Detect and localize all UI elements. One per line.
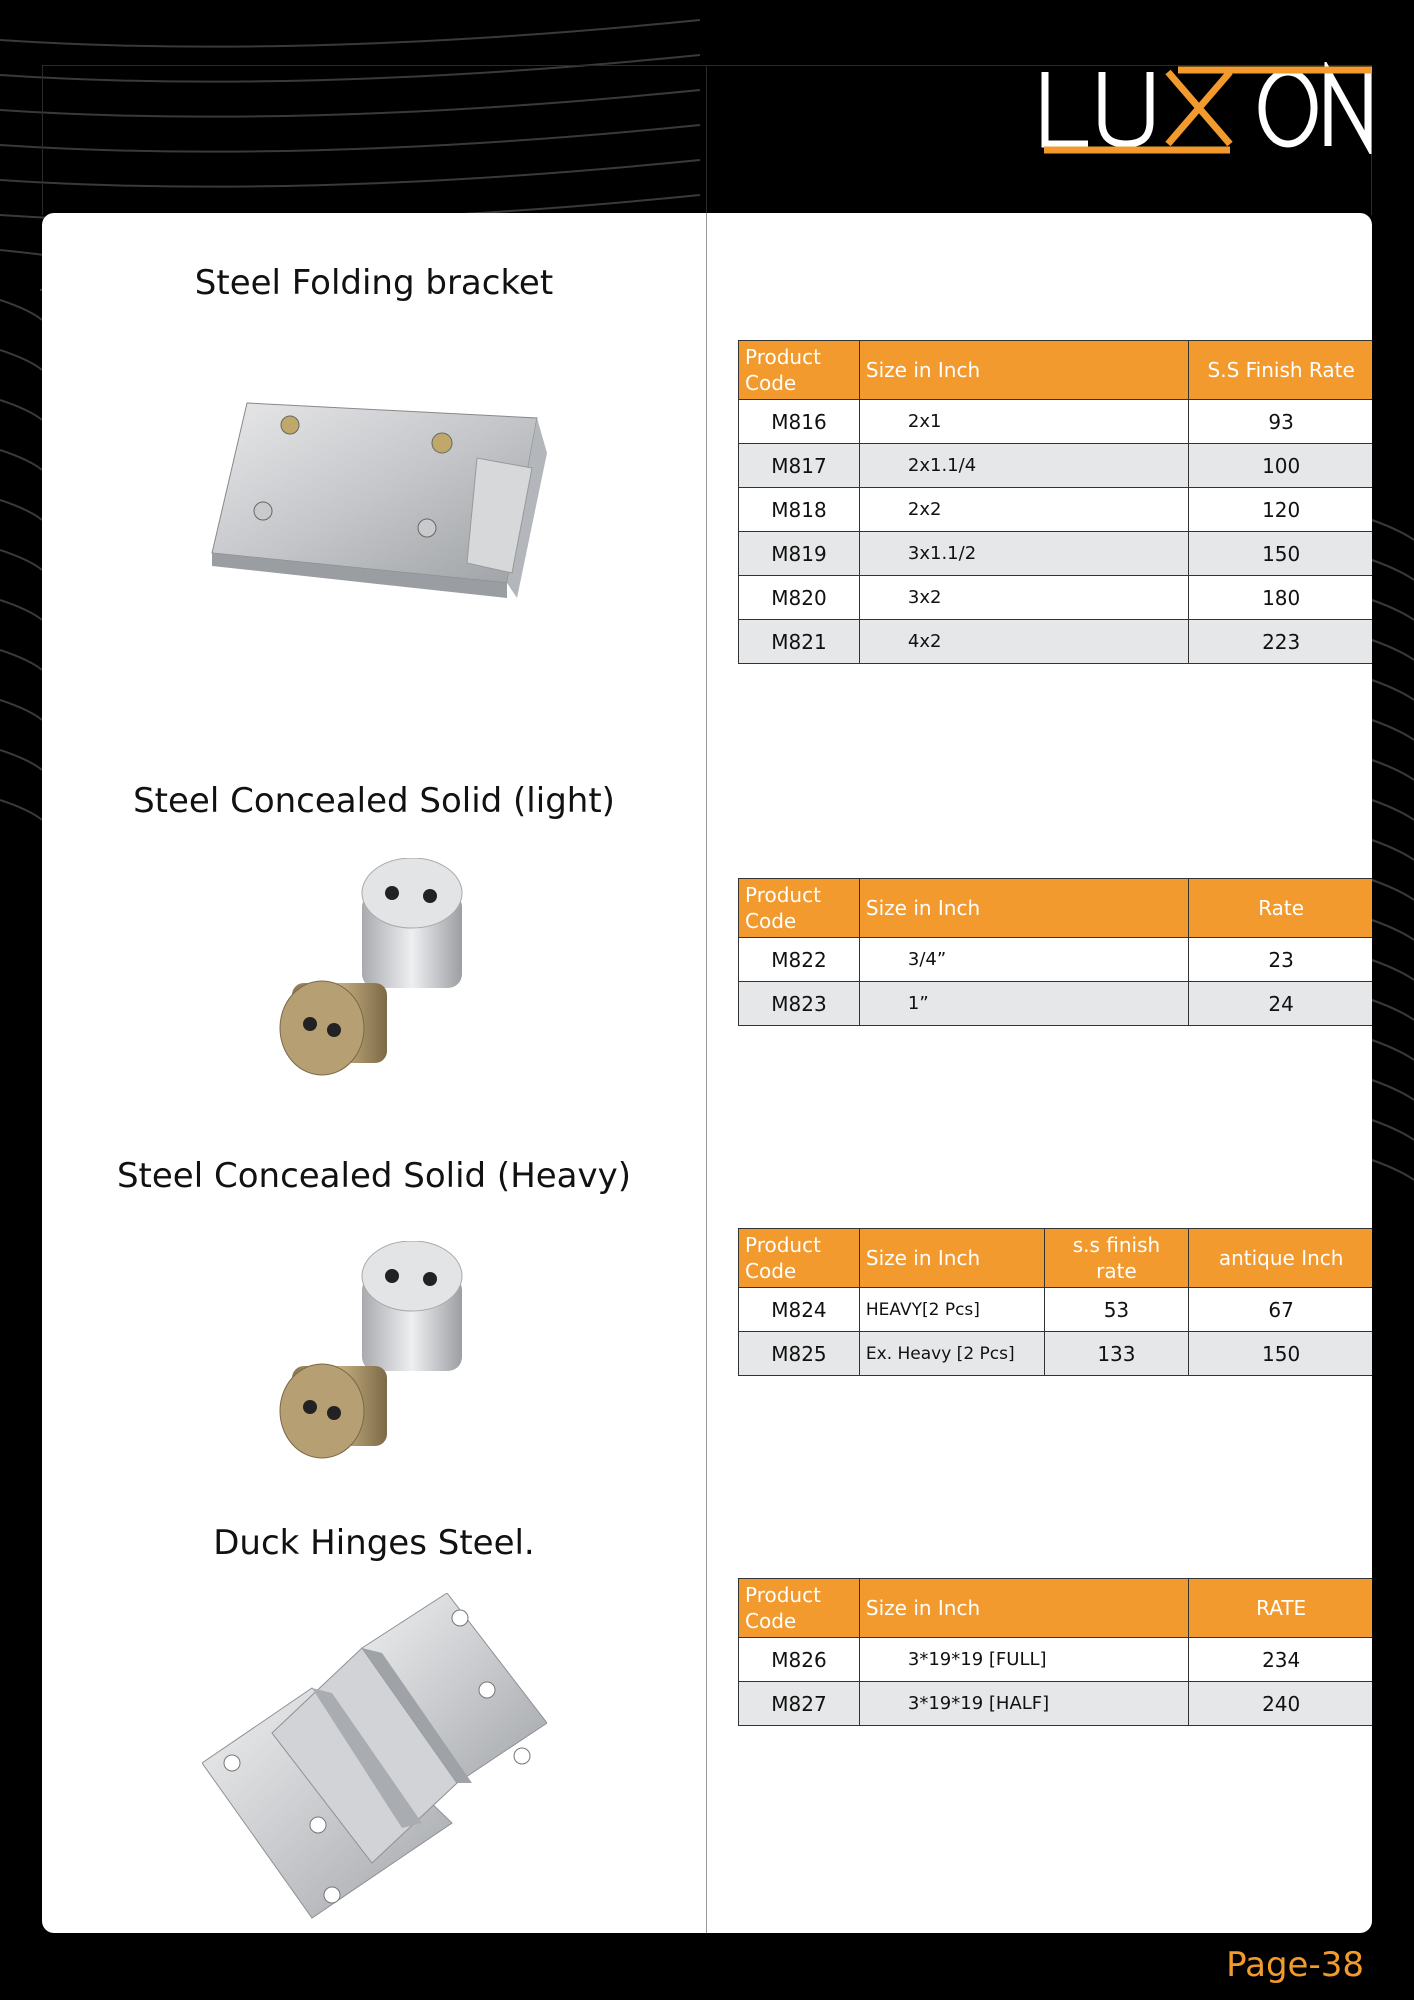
- product-rate: 223: [1189, 620, 1372, 664]
- table-row: [739, 488, 1373, 532]
- table-row: [739, 532, 1373, 576]
- concealed-solid-heavy-image: [252, 1241, 512, 1481]
- product-rate: 150: [1189, 532, 1372, 576]
- concealed-heavy-table: [738, 1228, 1372, 1376]
- product-size: HEAVY[2 Pcs]: [859, 1288, 1044, 1332]
- column-divider: [706, 213, 707, 1933]
- folding-bracket-image: [207, 383, 547, 623]
- header-rate: Rate: [1189, 879, 1372, 938]
- product-rate: 24: [1189, 982, 1372, 1026]
- table-row: [739, 982, 1373, 1026]
- product-code: M816: [739, 400, 860, 444]
- header-size: Size in Inch: [859, 1229, 1044, 1288]
- product-code: M825: [739, 1332, 860, 1376]
- frame-mid-line: [706, 65, 707, 215]
- product-rate: 180: [1189, 576, 1372, 620]
- page-number: Page-38: [1226, 1945, 1364, 1985]
- product-code: M823: [739, 982, 860, 1026]
- folding-bracket-table: [738, 340, 1372, 664]
- product-rate: 234: [1189, 1638, 1372, 1682]
- section-title-folding-bracket: Steel Folding bracket: [194, 263, 554, 303]
- table-row: [739, 1682, 1373, 1726]
- product-rate: 120: [1189, 488, 1372, 532]
- section-title-duck-hinges: Duck Hinges Steel.: [213, 1523, 535, 1563]
- luxon-logo: [1040, 62, 1375, 154]
- product-size: 2x1.1/4: [859, 444, 1188, 488]
- header-rate: RATE: [1189, 1579, 1372, 1638]
- product-size: 3x1.1/2: [859, 532, 1188, 576]
- product-code: M821: [739, 620, 860, 664]
- product-size: 2x2: [859, 488, 1188, 532]
- product-code: M822: [739, 938, 860, 982]
- product-code: M826: [739, 1638, 860, 1682]
- header-size: Size in Inch: [859, 879, 1188, 938]
- section-title-concealed-light: Steel Concealed Solid (light): [133, 781, 615, 821]
- product-size: 2x1: [859, 400, 1188, 444]
- product-code: M820: [739, 576, 860, 620]
- header-size: Size in Inch: [859, 1579, 1188, 1638]
- header-product-code: Product Code: [739, 341, 860, 400]
- product-rate: 23: [1189, 938, 1372, 982]
- table-row: [739, 938, 1373, 982]
- header-rate: S.S Finish Rate: [1189, 341, 1372, 400]
- product-size: Ex. Heavy [2 Pcs]: [859, 1332, 1044, 1376]
- product-size: 4x2: [859, 620, 1188, 664]
- header-product-code: Product Code: [739, 1229, 860, 1288]
- duck-hinges-image: [202, 1593, 547, 1923]
- product-ss-rate: 53: [1044, 1288, 1189, 1332]
- product-code: M827: [739, 1682, 860, 1726]
- product-size: 1”: [859, 982, 1188, 1026]
- product-antique-rate: 67: [1189, 1288, 1372, 1332]
- duck-hinges-table: [738, 1578, 1372, 1726]
- product-rate: 240: [1189, 1682, 1372, 1726]
- header-size: Size in Inch: [859, 341, 1188, 400]
- concealed-light-table: [738, 878, 1372, 1026]
- table-row: [739, 576, 1373, 620]
- header-ss-finish-rate: s.s finish rate: [1044, 1229, 1189, 1288]
- product-size: 3/4”: [859, 938, 1188, 982]
- product-ss-rate: 133: [1044, 1332, 1189, 1376]
- header-product-code: Product Code: [739, 1579, 860, 1638]
- product-code: M817: [739, 444, 860, 488]
- concealed-solid-light-image: [252, 858, 512, 1098]
- content-card: [42, 213, 1372, 1933]
- section-title-concealed-heavy: Steel Concealed Solid (Heavy): [116, 1156, 632, 1196]
- frame-left-line: [42, 65, 43, 215]
- product-rate: 93: [1189, 400, 1372, 444]
- product-code: M824: [739, 1288, 860, 1332]
- product-code: M818: [739, 488, 860, 532]
- product-antique-rate: 150: [1189, 1332, 1372, 1376]
- table-row: [739, 444, 1373, 488]
- header-product-code: Product Code: [739, 879, 860, 938]
- product-code: M819: [739, 532, 860, 576]
- product-size: 3*19*19 [FULL]: [859, 1638, 1188, 1682]
- table-row: [739, 1288, 1373, 1332]
- table-row: [739, 400, 1373, 444]
- product-size: 3x2: [859, 576, 1188, 620]
- header-antique: antique Inch: [1189, 1229, 1372, 1288]
- table-row: [739, 1638, 1373, 1682]
- table-row: [739, 1332, 1373, 1376]
- table-row: [739, 620, 1373, 664]
- product-size: 3*19*19 [HALF]: [859, 1682, 1188, 1726]
- product-rate: 100: [1189, 444, 1372, 488]
